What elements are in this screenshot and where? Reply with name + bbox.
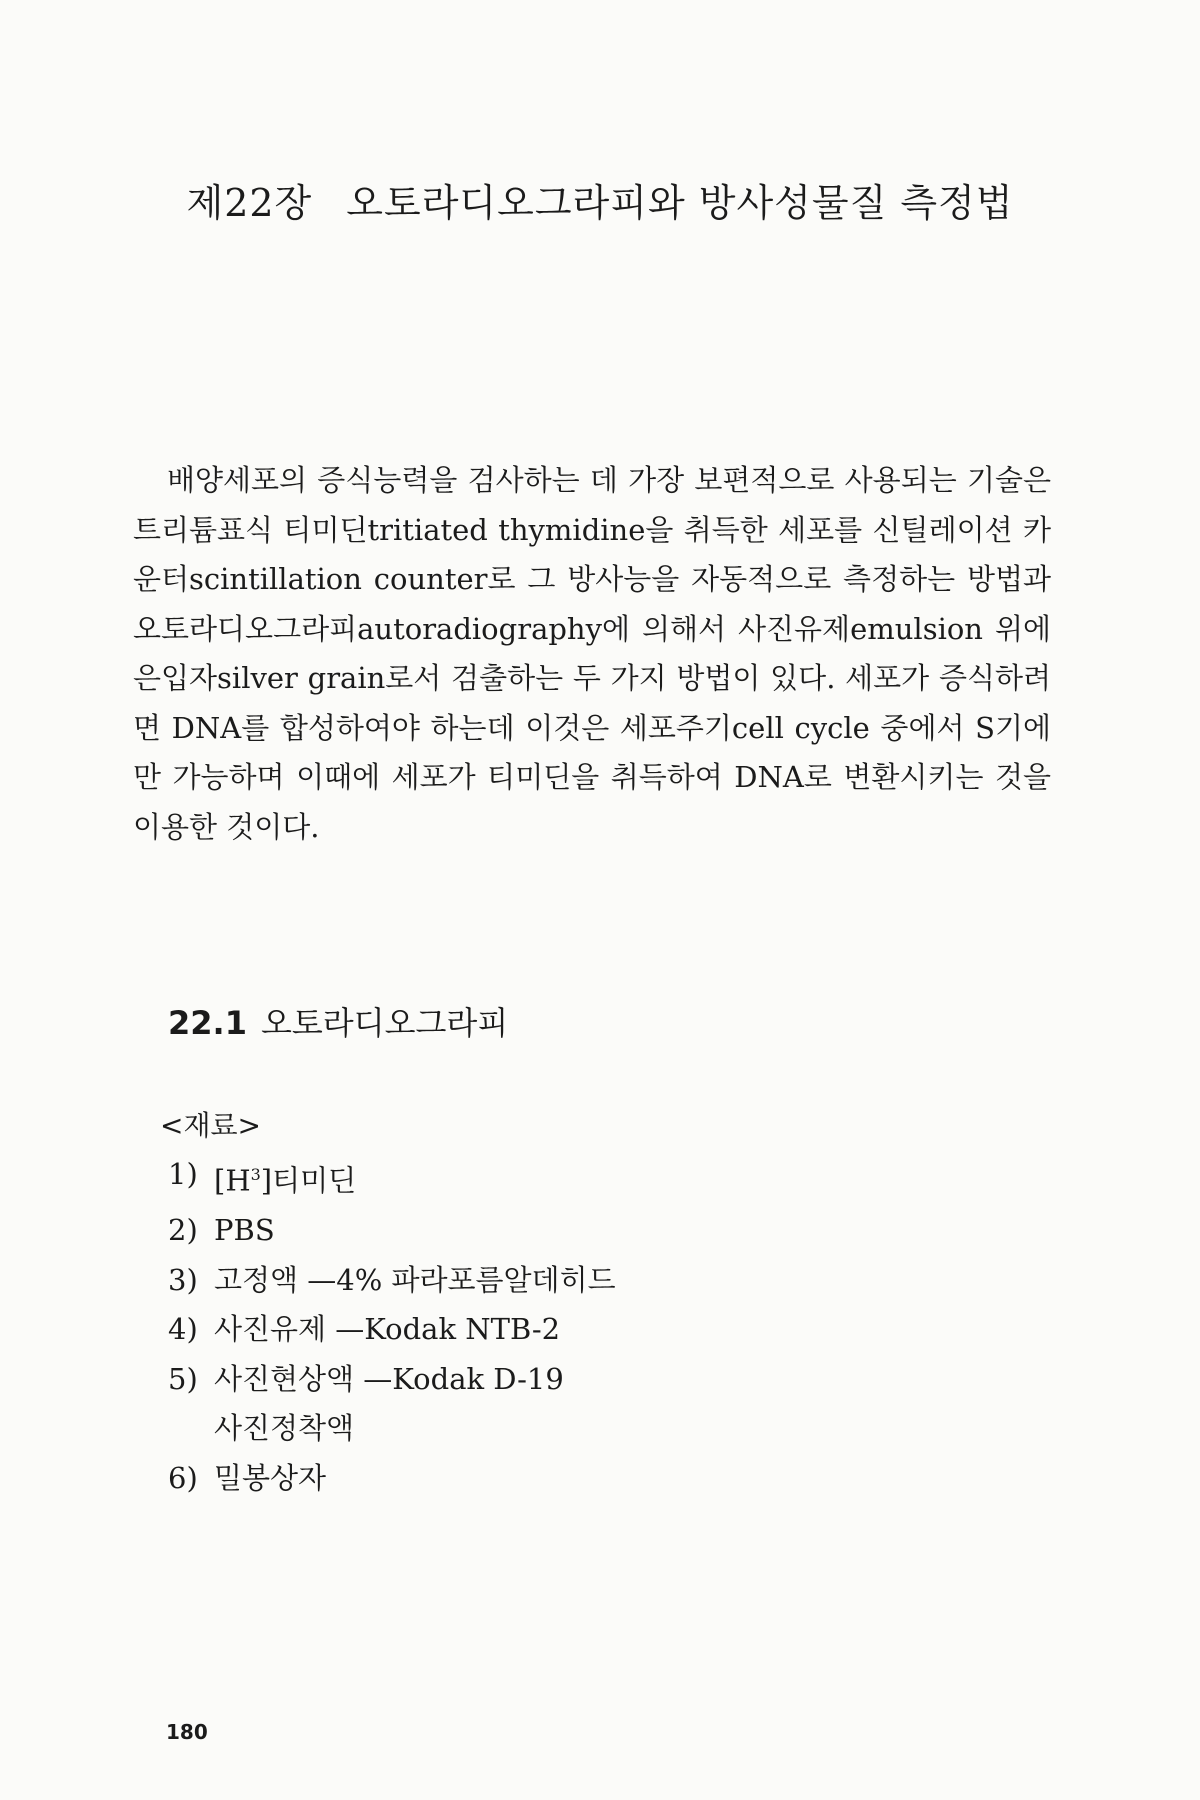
list-item-text: 사진유제 —Kodak NTB-2 xyxy=(214,1312,561,1347)
list-item-index: 3) xyxy=(168,1262,198,1297)
list-item-index: 6) xyxy=(168,1460,198,1495)
list-item xyxy=(168,1150,616,1206)
list-item-index: 5) xyxy=(168,1361,198,1396)
section-title: 오토라디오그라피 xyxy=(260,1004,509,1042)
chapter-number: 제22장 xyxy=(186,181,313,225)
list-item-text: 고정액 —4% 파라포름알데히드 xyxy=(214,1262,616,1297)
materials-label: <재료> xyxy=(160,1109,262,1142)
list-item-text: 밀봉상자 xyxy=(214,1460,327,1495)
list-item-index: 2) xyxy=(168,1213,198,1248)
list-item xyxy=(168,1256,616,1306)
section-heading xyxy=(168,998,508,1044)
list-item xyxy=(168,1355,616,1454)
chapter-title xyxy=(0,172,1200,227)
list-item-text-prefix: [H xyxy=(214,1163,251,1198)
list-item-text-suffix: ]티미딘 xyxy=(260,1163,357,1198)
list-item-line2: 사진정착액 xyxy=(214,1411,355,1446)
section-number: 22.1 xyxy=(168,1004,247,1042)
list-item-text xyxy=(214,1150,356,1206)
superscript: 3 xyxy=(250,1165,261,1184)
list-item xyxy=(168,1305,616,1355)
chapter-title-text: 오토라디오그라피와 방사성물질 측정법 xyxy=(346,181,1014,225)
list-item xyxy=(168,1206,616,1256)
list-item xyxy=(168,1454,616,1504)
materials-list xyxy=(168,1150,616,1503)
intro-paragraph: 배양세포의 증식능력을 검사하는 데 가장 보편적으로 사용되는 기술은 트리튬표식 티미딘tritiated thymidine을 취득한 세포를 신틸레이션 카운터scintillation counter로 그 방사능을 자동적으로 측정하는 방법과 오토라디오그라피autoradiography에 의해서 사진유제emulsion 위에 은입자silver grain로서 검출하는 두 가지 방법이 있다. 세포가 증식하려면 DNA를 합성하여야 하는데 이것은 세포주기cell cycle 중에서 S기에만 가능하며 이때에 세포가 티미딘을 취득하여 DNA로 변환시키는 것을 이용한 것이다. xyxy=(133,463,1051,844)
list-item-text: PBS xyxy=(214,1213,275,1248)
page-number: 180 xyxy=(166,1720,208,1744)
list-item-index: 1) xyxy=(168,1157,198,1191)
list-item-line1: 사진현상액 —Kodak D-19 xyxy=(214,1361,564,1396)
list-item-index: 4) xyxy=(168,1312,198,1347)
list-item-text xyxy=(214,1355,564,1454)
